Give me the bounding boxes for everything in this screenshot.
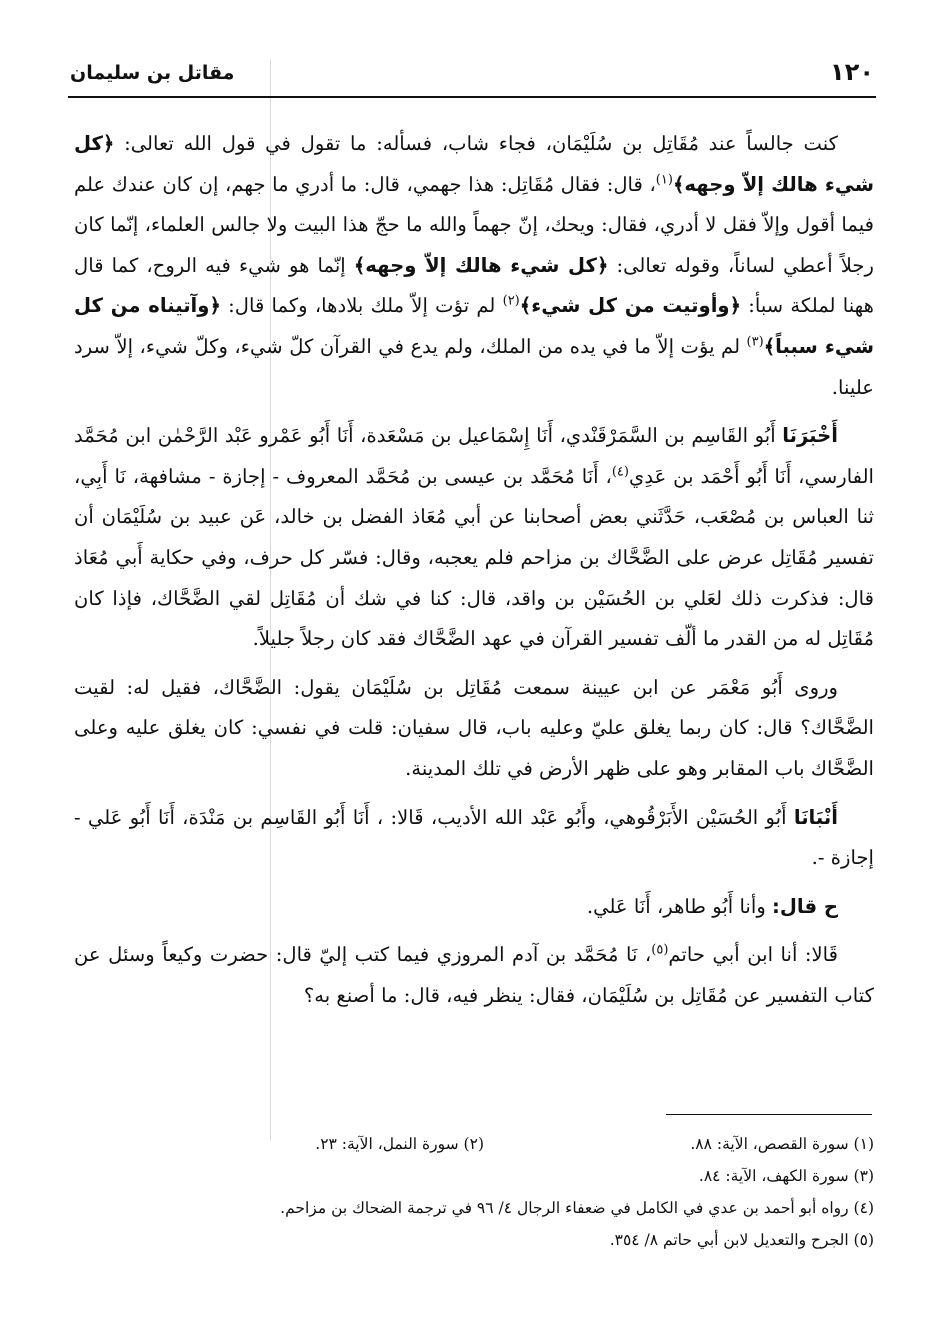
footnote-3: (٣) سورة الكهف، الآية: ٨٤.	[698, 1167, 874, 1185]
footnote-1: (١) سورة القصص، الآية: ٨٨.	[690, 1135, 874, 1153]
paragraph	[74, 124, 874, 408]
page-number: ١٢٠	[830, 58, 874, 86]
footnotes	[74, 1128, 874, 1256]
page-header	[68, 48, 876, 98]
main-text	[74, 124, 874, 1024]
text-run: ، نَا مُحَمَّد بن آدم المروزي فيما كتب إليّ قال: حضرت وكيعاً وسئل عن كتاب التفسير عن مُقَاتِل بن سُلَيْمَان، فقال: ينظر فيه، قال: ما أصنع به؟	[74, 943, 874, 1007]
text-run: أَبُو الحُسَيْن الأَبَرْقُوهي، وأَبُو عَبْد الله الأديب، قَالا: ، أَنَا أَبُو القَاسِم بن مَنْدَة، أَنَا أَبُو عَلي - إجازة -.	[74, 805, 874, 870]
text-run: لم يؤت إلاّ ما في يده من الملك، ولم يدع في القرآن كلّ شيء، وكلّ شيء، إلاّ سرد علينا.	[74, 334, 874, 399]
paragraph	[74, 416, 874, 660]
footnote-ref: (١)	[655, 172, 673, 188]
emphasized-text: ﴿وآتيناه من كل شيء سبباً﴾	[74, 294, 874, 358]
paragraph	[74, 668, 874, 790]
footnote-ref: (٥)	[651, 942, 669, 958]
footnote-row	[74, 1128, 874, 1160]
text-run: قَالا: أنا ابن أبي حاتم	[668, 943, 839, 967]
text-run: أَبُو القَاسِم بن السَّمَرْقَنْدي، أَنَا إِسْمَاعيل بن مَسْعَدة، أَنَا أَبُو عَمْرو عَبْد الرَّحْمٰن ابن مُحَمَّد الفارسي، أَنَا أَبُو أَحْمَد بن عَدِي	[74, 424, 874, 488]
emphasized-text: أَنْبَانَا	[793, 805, 838, 829]
footnote-ref: (٣)	[746, 334, 764, 350]
text-run: كنت جالساً عند مُقَاتِل بن سُلَيْمَان، فجاء شاب، فسأله: ما تقول في قول الله تعالى:	[114, 132, 838, 155]
paragraph	[74, 798, 874, 879]
emphasized-text: ح قال:	[772, 894, 838, 918]
paragraph	[74, 935, 874, 1016]
emphasized-text: ﴿كل شيء هالك إلاّ وجهه﴾	[353, 253, 609, 277]
emphasized-text: أَخْبَرَنَا	[782, 424, 838, 448]
emphasized-text: ﴿وأوتيت من كل شيء﴾	[519, 294, 742, 318]
footnote-4: (٤) رواه أبو أحمد بن عدي في الكامل في ضعفاء الرجال ٤/ ٩٦ في ترجمة الضحاك بن مزاحم.	[280, 1199, 874, 1217]
text-run: وروى أَبُو مَعْمَر عن ابن عيينة سمعت مُقَاتِل بن سُلَيْمَان يقول: الضَّحَّاك، فقيل له: لقيت الضَّحَّاك؟ قال: كان ربما يغلق عليّ وعليه باب، قال سفيان: قلت في نفسي: كان يغلق عليه وعلى الضَّحَّاك باب المقابر وهو على ظهر الأرض في تلك المدينة.	[74, 675, 874, 780]
text-run: وأنا أَبُو طاهر، أَنَا عَلي.	[586, 894, 773, 918]
footnote-2: (٢) سورة النمل، الآية: ٢٣.	[315, 1135, 484, 1153]
running-title: مقاتل بن سليمان	[70, 62, 235, 84]
text-run: إنّما هو شيء فيه الروح، كما قال ههنا لملكة سبأ:	[74, 253, 874, 318]
emphasized-text: ﴿كل شيء هالك إلاّ وجهه﴾	[74, 132, 874, 196]
text-run: ، أَنَا مُحَمَّد بن عيسى بن مُحَمَّد المعروف - إجازة - مشافهة، نَا أَبِي، ثنا العباس بن مُصْعَب، حَدَّثَني بعض أصحابنا عن أبي مُعَاذ الفضل بن خالد، عَن عبيد بن سُلَيْمَان أن تفسير مُقَاتِل عرض على الضَّحَّاك بن مزاحم فلم يعجبه، وقال: فسّر كل حرف، وفي حكاية أَبي مُعَاذ قال: فذكرت ذلك لعَلي بن الحُسَيْن بن واقد، قال: كنا في شك أن مُقَاتِل لقي الضَّحَّاك، فإذا كان مُقَاتِل له من القدر ما ألّف تفسير القرآن في عهد الضَّحَّاك فقد كان رجلاً جليلاً.	[74, 464, 874, 651]
text-run: ، قال: فقال مُقَاتِل: هذا جهمي، قال: ما أدري ما جهم، إن كان عندك علم فيما أقول وإلاّ فقل لا أدري، فقال: ويحك، إنّ جهماً والله ما حجّ هذا البيت ولا جالس العلماء، إنّما كان رجلاً أعطي لساناً، وقوله تعالى:	[74, 172, 874, 277]
paragraph	[74, 887, 874, 928]
footnote-ref: (٤)	[611, 464, 629, 480]
footnote-5: (٥) الجرح والتعديل لابن أبي حاتم ٨/ ٣٥٤.	[609, 1231, 874, 1249]
footnote-ref: (٢)	[502, 293, 520, 309]
footnote-separator	[666, 1114, 872, 1115]
text-run: لم تؤت إلاّ ملك بلادها، وكما قال:	[220, 294, 503, 318]
